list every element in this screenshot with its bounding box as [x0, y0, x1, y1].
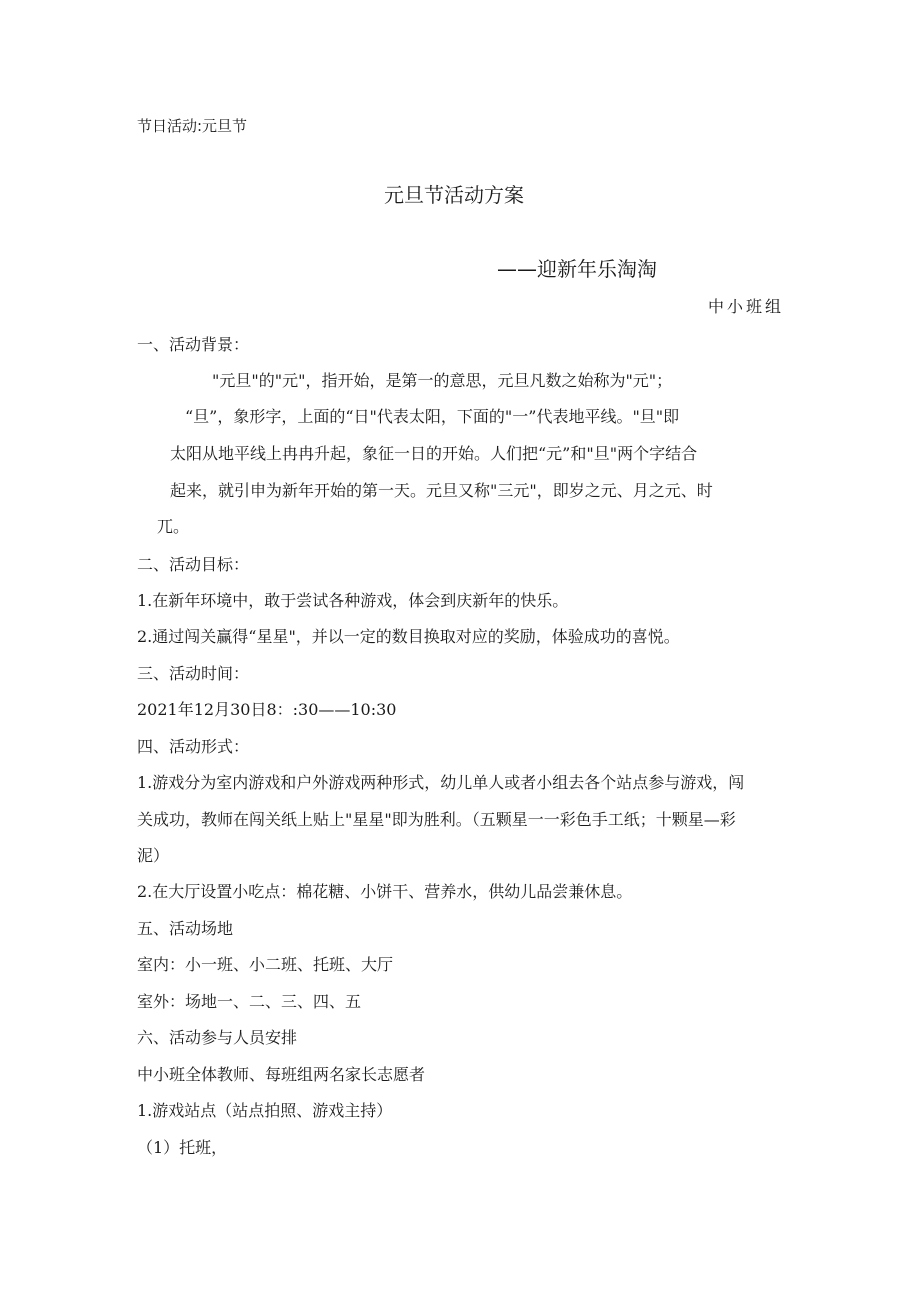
goal-item: 1.在新年环境中，敢于尝试各种游戏，体会到庆新年的快乐。	[137, 591, 569, 610]
section-heading-background: 一、活动背景：	[137, 335, 250, 354]
background-line: 太阳从地平线上冉冉升起，象征一日的开始。人们把“元”和"旦"两个字结合	[170, 444, 698, 463]
form-item-line: 1.游戏分为室内游戏和户外游戏两种形式，幼儿单人或者小组去各个站点参与游戏，闯	[137, 773, 745, 792]
background-line: 兀。	[157, 517, 190, 536]
document-subtitle: ——迎新年乐淘淘	[497, 257, 657, 281]
background-line: "元旦"的"元"，指开始，是第一的意思，元旦凡数之始称为"元"；	[212, 371, 673, 390]
staff-line: 中小班全体教师、每班组两名家长志愿者	[137, 1065, 426, 1084]
author-group: 中小班组	[708, 297, 785, 316]
activity-time-value: 2021年12月30日8：:30——10:30	[137, 700, 397, 719]
section-heading-venue: 五、活动场地	[137, 919, 234, 938]
background-line: 起来，就引申为新年开始的第一天。元旦又称"三元"，即岁之元、月之元、时	[170, 481, 713, 500]
form-item-line: 泥）	[137, 846, 170, 865]
form-item-line: 关成功，教师在闯关纸上贴上"星星"即为胜利。（五颗星一一彩色手工纸；十颗星—彩	[137, 810, 736, 829]
staff-line: 1.游戏站点（站点拍照、游戏主持）	[137, 1101, 393, 1120]
section-heading-goals: 二、活动目标：	[137, 555, 250, 574]
goal-item: 2.通过闯关赢得“星星"，并以一定的数目换取对应的奖励，体验成功的喜悦。	[137, 627, 680, 646]
document-title: 元旦节活动方案	[384, 183, 524, 207]
section-heading-staff: 六、活动参与人员安排	[137, 1028, 298, 1047]
section-heading-form: 四、活动形式：	[137, 737, 250, 756]
venue-outdoor: 室外：场地一、二、三、四、五	[137, 992, 362, 1011]
staff-line: （1）托班，	[137, 1138, 228, 1157]
background-line: “旦”，象形字，上面的“日"代表太阳，下面的"一”代表地平线。"旦"即	[185, 407, 680, 426]
category-label: 节日活动:元旦节	[137, 117, 248, 135]
form-item-line: 2.在大厅设置小吃点：棉花糖、小饼干、营养水，供幼儿品尝兼休息。	[137, 882, 633, 901]
section-heading-time: 三、活动时间：	[137, 664, 250, 683]
venue-indoor: 室内：小一班、小二班、托班、大厅	[137, 955, 394, 974]
